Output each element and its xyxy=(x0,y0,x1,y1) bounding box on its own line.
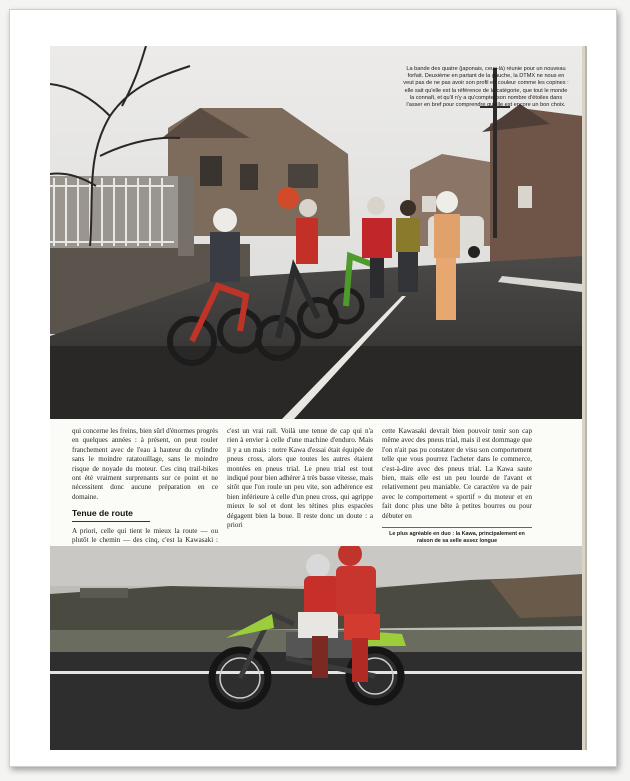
col1-intro-paragraph: qui concerne les freins, bien sûrl d'énormes progrès en quelques années : à présent, on peut rouler franchement avec de l'eau à hauteur du cylindre sans le moindre ratatouillage, sans le moindre risque de noyade du moteur. Ces cinq trail-bikes ont été vraiment surprenants sur ce point et ne nécessitent donc aucune préparation en ce domaine. xyxy=(72,427,218,501)
col1-body-paragraph: A priori, celle qui tient le mieux la route — ou plutôt le chemin — des cinq, c'est la Kawasaki : xyxy=(72,526,218,545)
text-column-1 xyxy=(72,427,218,564)
col3-paragraph: cette Kawasaki devrait bien pouvoir tenir son cap même avec des pneus trial, mais il est dommage que l'on n'ait pas pu constater de visu son comportement telle que vous pourrez l'acheter dans le commerce, c'est-à-dire avec des pneus trial. La Kawa saute bien, mais elle est un peu lourde de l'avant et relativement peu maniable. Ce caractère va de pair avec le comportement « sportif » du moteur et en fait donc plus une bête à petites bourres ou pour débuter en xyxy=(382,427,532,520)
text-column-2 xyxy=(227,427,373,530)
caption-divider xyxy=(382,527,532,528)
text-column-3 xyxy=(382,427,532,545)
top-photo-caption: La bande des quatre (japonais, ceux-là) réunie pour un nouveau forfait. Deuxième en partant de la gauche, la DTMX ne nous en veut pas de ne pas avoir son profil en couleur comme les copines : elle sait qu'elle est la référence de la catégorie, que tout le monde la connaît, et qu'il n'y a qu'compter son nombre d'étoiles dans l'asser en bref pour comprendre qu'elle est encore un bon choix. xyxy=(403,66,569,109)
section-heading: Tenue de route xyxy=(72,509,150,521)
col2-paragraph: c'est un vrai rail. Voilà une tenue de cap qui n'a rien à envier à celle d'une machine d'enduro. Mais il y a un mais : notre Kawa d'essai était équipée de pneus cross, alors que toutes les autres étaient montées en pneus trial. Le pneu trial est tout indiqué pour bien adhérer à très basse vitesse, mais sitôt que l'on roule un peu vite, son adhérence est bien inférieure à celle d'un pneu cross, qui agrippe mieux le sol et dont les tétines plus espacées dégagent bien la boue. Il reste donc un doute : a priori xyxy=(227,427,373,530)
bottom-photo-caption: Le plus agréable en duo : la Kawa, principalement en raison de sa selle assez longue xyxy=(389,531,525,544)
photo-duo-riders-image xyxy=(50,546,582,750)
photo-duo-riders xyxy=(50,546,582,750)
magazine-page xyxy=(50,46,582,750)
photo-riders-group xyxy=(50,46,582,419)
scan-frame xyxy=(9,9,617,767)
article-text xyxy=(50,419,582,554)
